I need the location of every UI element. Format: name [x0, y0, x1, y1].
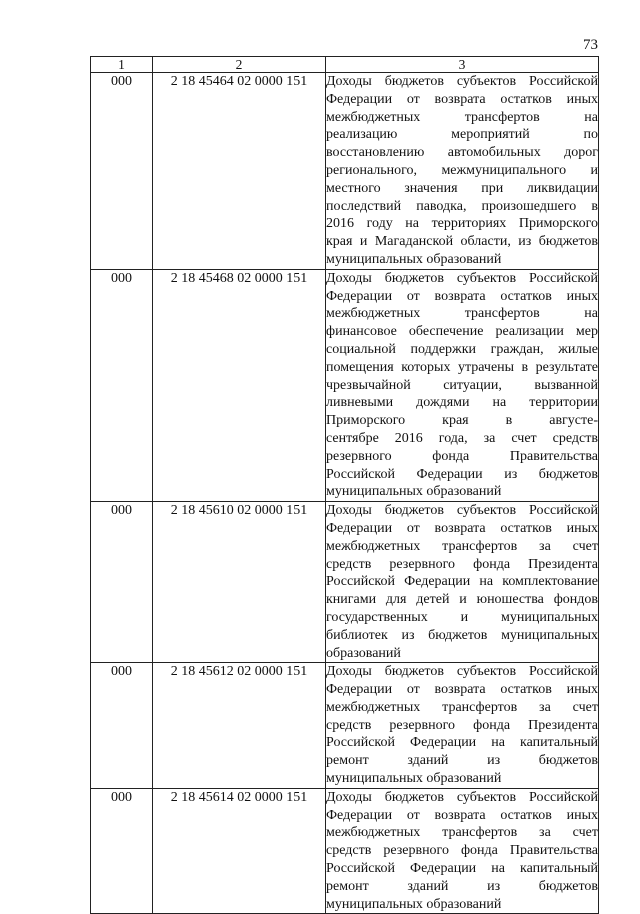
table-row	[91, 502, 599, 663]
table-header-row	[91, 57, 599, 73]
description-line: Доходы бюджетов субъектов Российской	[326, 74, 598, 89]
kbk-code-cell: 2 18 45614 02 0000 151	[153, 788, 326, 914]
description-line: межбюджетных трансфертов на	[326, 109, 598, 125]
table-row	[91, 663, 599, 789]
description-line: Доходы бюджетов субъектов Российской	[326, 503, 598, 519]
admin-code-cell: 000	[91, 663, 153, 789]
description-line: ливневыми дождями на территории	[326, 395, 598, 411]
description-line: муниципальных образований	[326, 771, 502, 787]
description-line: социальной поддержки граждан, жилые	[326, 341, 598, 357]
description-line: резервного фонда Правительства	[326, 448, 598, 464]
budget-revenue-table	[90, 56, 599, 914]
kbk-code-cell: 2 18 45464 02 0000 151	[153, 73, 326, 270]
description-line: 2016 году на территориях Приморского	[326, 216, 598, 232]
description-line: государственных и муниципальных	[326, 609, 598, 625]
description-line: межбюджетных трансфертов за счет	[326, 825, 598, 841]
description-line: Приморского края в августе-	[326, 413, 598, 429]
description-line: Федерации от возврата остатков иных	[326, 520, 598, 536]
description-line: межбюджетных трансфертов на	[326, 306, 598, 322]
description-line: межбюджетных трансфертов за счет	[326, 538, 598, 554]
description-line: средств резервного фонда Президента	[326, 717, 598, 733]
description-line: края и Магаданской области, из бюджетов	[326, 234, 598, 250]
kbk-code-cell: 2 18 45468 02 0000 151	[153, 269, 326, 501]
description-line: средств резервного фонда Правительства	[326, 843, 598, 859]
description-line: Федерации от возврата остатков иных	[326, 807, 598, 823]
admin-code-cell: 000	[91, 788, 153, 914]
description-line: Доходы бюджетов субъектов Российской	[326, 270, 598, 286]
description-line: регионального, межмуниципального и	[326, 162, 598, 178]
description-cell	[326, 73, 599, 270]
description-line: Российской Федерации из бюджетов	[326, 466, 598, 482]
description-line: реализацию мероприятий по	[326, 127, 598, 143]
description-line: Доходы бюджетов субъектов Российской	[326, 789, 598, 805]
description-line: чрезвычайной ситуации, вызванной	[326, 377, 598, 393]
column-header-2: 2	[153, 57, 326, 73]
description-line: Российской Федерации на капитальный	[326, 861, 598, 877]
description-line: восстановлению автомобильных дорог	[326, 145, 598, 161]
description-line: библиотек из бюджетов муниципальных	[326, 627, 598, 643]
description-line: финансовое обеспечение реализации мер	[326, 324, 598, 340]
description-line: муниципальных образований	[326, 251, 502, 267]
description-cell	[326, 663, 599, 789]
description-line: Федерации от возврата остатков иных	[326, 682, 598, 698]
table-row	[91, 269, 599, 501]
description-line: Доходы бюджетов субъектов Российской	[326, 664, 598, 680]
description-line: Федерации от возврата остатков иных	[326, 91, 598, 107]
description-line: Российской Федерации на комплектование	[326, 574, 598, 590]
description-cell	[326, 502, 599, 663]
description-line: ремонт зданий из бюджетов	[326, 878, 598, 894]
description-line: муниципальных образований	[326, 484, 502, 500]
description-line: межбюджетных трансфертов за счет	[326, 699, 598, 715]
description-line: помещения которых утрачены в результате	[326, 359, 598, 375]
description-line: сентябре 2016 года, за счет средств	[326, 430, 598, 446]
column-header-1: 1	[91, 57, 153, 73]
description-cell	[326, 788, 599, 914]
admin-code-cell: 000	[91, 269, 153, 501]
page-number: 73	[583, 37, 598, 53]
admin-code-cell: 000	[91, 73, 153, 270]
description-line: Федерации от возврата остатков иных	[326, 288, 598, 304]
description-line: средств резервного фонда Президента	[326, 556, 598, 572]
description-line: муниципальных образований	[326, 896, 502, 912]
description-line: книгами для детей и юношества фондов	[326, 592, 598, 608]
table-row	[91, 788, 599, 914]
admin-code-cell: 000	[91, 502, 153, 663]
kbk-code-cell: 2 18 45612 02 0000 151	[153, 663, 326, 789]
kbk-code-cell: 2 18 45610 02 0000 151	[153, 502, 326, 663]
column-header-3: 3	[326, 57, 599, 73]
description-line: последствий паводка, произошедшего в	[326, 198, 598, 214]
description-line: Российской Федерации на капитальный	[326, 735, 598, 751]
description-cell	[326, 269, 599, 501]
description-line: образований	[326, 645, 401, 661]
table-row	[91, 73, 599, 270]
description-line: ремонт зданий из бюджетов	[326, 753, 598, 769]
description-line: местного значения при ликвидации	[326, 180, 598, 196]
